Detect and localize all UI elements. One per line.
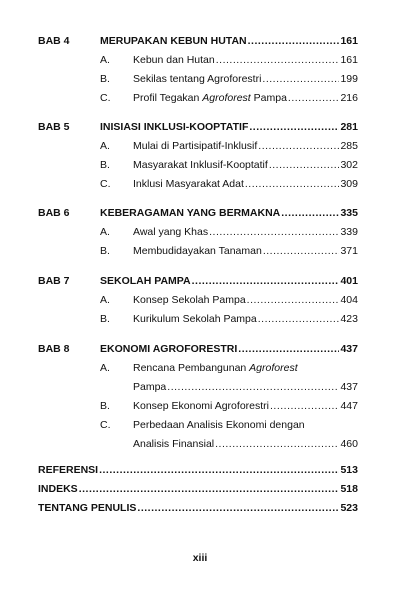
entry-letter: C. <box>100 92 111 104</box>
entry-title: Profil Tegakan Agroforest Pampa <box>133 92 287 104</box>
entry-title: Analisis Finansial <box>133 438 215 450</box>
entry-title: Membudidayakan Tanaman <box>133 245 262 257</box>
page-number: 302 <box>340 159 358 171</box>
page-number: 447 <box>340 400 358 412</box>
end-matter-indeks[interactable] <box>38 480 358 499</box>
page-number: 401 <box>340 275 358 287</box>
entry-title: Konsep Ekonomi Agroforestri <box>133 400 269 412</box>
entry-letter: A. <box>100 226 110 238</box>
entry-title: Perbedaan Analisis Ekonomi dengan <box>133 419 305 431</box>
dot-leader <box>247 291 340 310</box>
entry-line <box>133 310 358 329</box>
chapter-bab-7 <box>38 272 358 329</box>
entry-letter: A. <box>100 54 110 66</box>
chapter-label: BAB 6 <box>38 207 70 219</box>
entry-line <box>133 416 358 435</box>
page-number: 523 <box>340 502 358 514</box>
end-matter-referensi[interactable] <box>38 461 358 480</box>
page-number: 161 <box>340 35 358 47</box>
toc-entry[interactable] <box>38 223 358 242</box>
dot-leader <box>263 242 340 261</box>
chapter-label: BAB 8 <box>38 343 70 355</box>
chapter-title-line[interactable] <box>100 32 358 51</box>
page-number: 513 <box>340 464 358 476</box>
page-number: 285 <box>340 140 358 152</box>
chapter-label: BAB 7 <box>38 275 70 287</box>
dot-leader <box>269 156 340 175</box>
dot-leader <box>258 137 339 156</box>
chapter-heading-row <box>38 340 358 359</box>
page-folio: xiii <box>192 552 208 564</box>
page-number: 281 <box>340 121 358 133</box>
entry-title: Pampa <box>133 381 167 393</box>
entry-line <box>133 291 358 310</box>
dot-leader <box>79 480 340 499</box>
dot-leader <box>99 461 339 480</box>
page-number: 335 <box>340 207 358 219</box>
entry-title: Kebun dan Hutan <box>133 54 215 66</box>
entry-letter: C. <box>100 178 111 190</box>
entry-title: Mulai di Partisipatif-Inklusif <box>133 140 258 152</box>
entry-line <box>133 156 358 175</box>
page-number: 437 <box>340 381 358 393</box>
toc-entry[interactable] <box>38 51 358 70</box>
chapter-title: SEKOLAH PAMPA <box>100 275 191 287</box>
chapter-heading-row <box>38 204 358 223</box>
toc-entry[interactable] <box>38 359 358 378</box>
chapter-bab-8 <box>38 340 358 454</box>
toc-entry[interactable] <box>38 242 358 261</box>
entry-title: Konsep Sekolah Pampa <box>133 294 246 306</box>
dot-leader <box>192 272 340 291</box>
chapter-label: BAB 5 <box>38 121 70 133</box>
entry-line <box>133 51 358 70</box>
entry-title: Kurikulum Sekolah Pampa <box>133 313 257 325</box>
entry-line <box>133 175 358 194</box>
end-matter-title: TENTANG PENULIS <box>38 502 137 514</box>
toc-entry[interactable] <box>38 137 358 156</box>
entry-line <box>133 70 358 89</box>
entry-line <box>133 242 358 261</box>
dot-leader <box>248 32 340 51</box>
chapter-title: EKONOMI AGROFORESTRI <box>100 343 238 355</box>
toc-entry[interactable] <box>38 175 358 194</box>
entry-line <box>133 435 358 454</box>
entry-letter: A. <box>100 294 110 306</box>
entry-line <box>133 397 358 416</box>
entry-title: Sekilas tentang Agroforestri <box>133 73 262 85</box>
entry-letter: C. <box>100 419 111 431</box>
entry-line <box>133 378 358 397</box>
entry-line <box>133 223 358 242</box>
chapter-title: INISIASI INKLUSI-KOOPTATIF <box>100 121 249 133</box>
page-number: 216 <box>340 92 358 104</box>
entry-title: Rencana Pembangunan Agroforest <box>133 362 298 374</box>
dot-leader <box>216 51 340 70</box>
page-number: 161 <box>340 54 358 66</box>
chapter-label: BAB 4 <box>38 35 70 47</box>
entry-title: Inklusi Masyarakat Adat <box>133 178 244 190</box>
end-matter <box>38 461 358 518</box>
chapter-title: MERUPAKAN KEBUN HUTAN <box>100 35 247 47</box>
chapter-bab-4 <box>38 32 358 108</box>
entry-letter: A. <box>100 362 110 374</box>
dot-leader <box>281 204 339 223</box>
entry-title: Awal yang Khas <box>133 226 209 238</box>
chapter-bab-6 <box>38 204 358 261</box>
dot-leader <box>238 340 339 359</box>
entry-letter: B. <box>100 159 110 171</box>
entry-letter: B. <box>100 313 110 325</box>
end-matter-tentang-penulis[interactable] <box>38 499 358 518</box>
chapter-title-line[interactable] <box>100 204 358 223</box>
toc-entry[interactable] <box>38 397 358 416</box>
entry-letter: B. <box>100 400 110 412</box>
end-matter-title: REFERENSI <box>38 464 99 476</box>
toc-entry[interactable] <box>38 310 358 329</box>
entry-line <box>133 137 358 156</box>
entry-letter: B. <box>100 73 110 85</box>
page-number: 404 <box>340 294 358 306</box>
toc-entry-continuation[interactable] <box>38 378 358 397</box>
chapter-heading-row <box>38 32 358 51</box>
page-number: 199 <box>340 73 358 85</box>
page-number: 339 <box>340 226 358 238</box>
page-number: 423 <box>340 313 358 325</box>
dot-leader <box>215 435 339 454</box>
page-number: 309 <box>340 178 358 190</box>
dot-leader <box>245 175 340 194</box>
toc-entry[interactable] <box>38 156 358 175</box>
toc-entry[interactable] <box>38 89 358 108</box>
dot-leader <box>167 378 339 397</box>
chapter-title-line[interactable] <box>100 118 358 137</box>
entry-title: Masyarakat Inklusif-Kooptatif <box>133 159 268 171</box>
dot-leader <box>288 89 340 108</box>
chapter-heading-row <box>38 272 358 291</box>
dot-leader <box>209 223 339 242</box>
end-matter-title: INDEKS <box>38 483 78 495</box>
entry-line <box>133 359 358 378</box>
page-number: 518 <box>340 483 358 495</box>
dot-leader <box>137 499 339 518</box>
chapter-bab-5 <box>38 118 358 194</box>
entry-letter: B. <box>100 245 110 257</box>
page-number: 437 <box>340 343 358 355</box>
chapter-heading-row <box>38 118 358 137</box>
toc-entry[interactable] <box>38 416 358 435</box>
dot-leader <box>270 397 339 416</box>
page-number: 460 <box>340 438 358 450</box>
dot-leader <box>262 70 339 89</box>
chapter-title-line[interactable] <box>100 272 358 291</box>
chapter-title-line[interactable] <box>100 340 358 359</box>
toc-entry[interactable] <box>38 70 358 89</box>
dot-leader <box>249 118 339 137</box>
dot-leader <box>258 310 340 329</box>
toc-entry[interactable] <box>38 291 358 310</box>
toc-entry-continuation[interactable] <box>38 435 358 454</box>
page-number: 371 <box>340 245 358 257</box>
chapter-title: KEBERAGAMAN YANG BERMAKNA <box>100 207 281 219</box>
entry-line <box>133 89 358 108</box>
entry-letter: A. <box>100 140 110 152</box>
